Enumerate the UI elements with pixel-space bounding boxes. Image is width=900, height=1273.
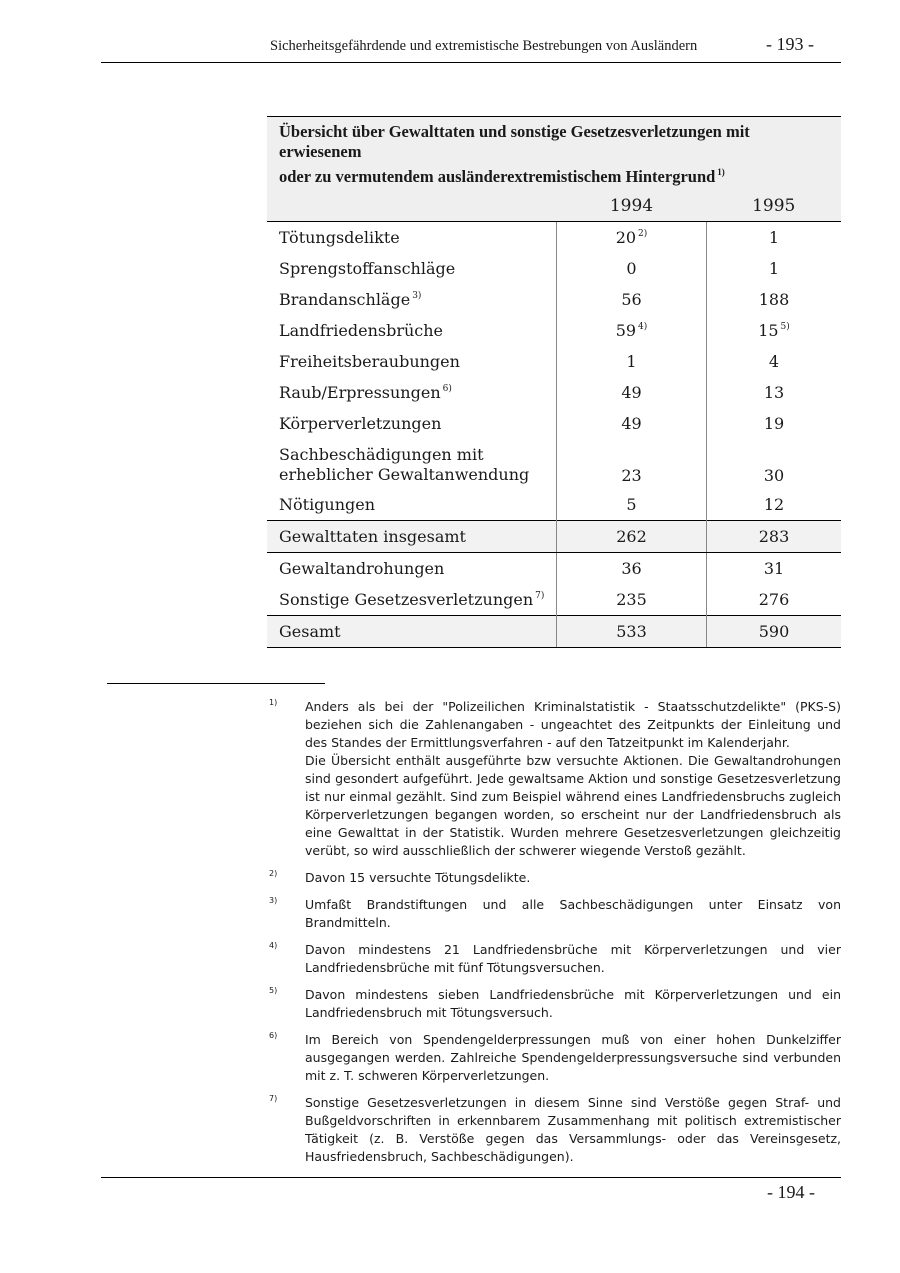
- value-1994: 49: [557, 377, 707, 408]
- footer-rule: [101, 1177, 841, 1178]
- table-row: [267, 584, 841, 616]
- footnote-text: Davon 15 versuchte Tötungsdelikte.: [305, 870, 531, 885]
- table-row: [267, 222, 841, 254]
- table-caption-row: [267, 117, 841, 192]
- footnote-text: Im Bereich von Spendengelderpressungen muß von einer hohen Dunkelziffer ausgegangen werden. Zahlreiche Spendengelderpressungsversuche sind verbunden mit z. T. schweren Körperverletzungen.: [305, 1032, 841, 1083]
- footnote-mark: 6): [269, 1031, 278, 1040]
- year-header-row: [267, 191, 841, 222]
- footnote-6: [267, 1031, 841, 1085]
- statistics-table-wrap: [267, 116, 841, 648]
- row-label: Raub/Erpressungen $^{6)}$: [267, 377, 557, 408]
- value-1995: 12: [763, 495, 785, 514]
- footnote-text: Sonstige Gesetzesverletzungen in diesem Sinne sind Verstöße gegen Straf- und Bußgeldvorschriften in erkennbarem Zusammenhang mit politisch extremistischer Tätigkeit (z. B. Verstöße gegen das Versammlungs- oder das Vereinsgesetz, Hausfriedensbruch, Sachbeschädigungen).: [305, 1095, 841, 1164]
- table-row: [267, 253, 841, 284]
- footnote-4: [267, 941, 841, 977]
- footnote-mark: 3): [269, 896, 278, 905]
- footnote-mark: 5): [269, 986, 278, 995]
- value-1994: 5: [557, 489, 707, 521]
- footnote-7: [267, 1094, 841, 1166]
- subtotal-label: Gewalttaten insgesamt: [267, 521, 557, 553]
- total-1994: 533: [557, 616, 707, 648]
- footnote-text: Davon mindestens sieben Landfriedensbrüche mit Körperverletzungen und ein Landfriedensbruch mit Tötungsversuch.: [305, 987, 841, 1020]
- table-row: [267, 284, 841, 315]
- value-1995: 13: [763, 383, 785, 402]
- total-label: Gesamt: [267, 616, 557, 648]
- row-label: Gewaltandrohungen: [267, 553, 557, 585]
- statistics-table: [267, 116, 841, 648]
- value-1995: 31: [763, 559, 785, 578]
- label-note: 6): [442, 384, 452, 394]
- caption-line2: oder zu vermutendem ausländerextremistischem Hintergrund: [279, 167, 716, 186]
- page-header: [101, 34, 841, 63]
- value-1994: 1: [557, 346, 707, 377]
- table-caption: [267, 117, 841, 192]
- row-label: Landfriedensbrüche: [267, 315, 557, 346]
- row-label: Sonstige Gesetzesverletzungen $^{7)}$: [267, 584, 557, 616]
- table-row: [267, 346, 841, 377]
- footnote-mark: 4): [269, 941, 278, 950]
- total-row: [267, 616, 841, 648]
- value-1995: 188: [758, 290, 790, 309]
- value-1994: 20 $^{2)}$: [557, 222, 707, 254]
- year-1994: 1994: [557, 191, 707, 222]
- table-row: [267, 439, 841, 489]
- value-1995: 1: [768, 228, 780, 247]
- subtotal-1994: 262: [557, 521, 707, 553]
- value-1994: 23: [557, 439, 707, 489]
- footnote-mark: 7): [269, 1094, 278, 1103]
- footer-page-number: - 194 -: [767, 1182, 815, 1202]
- subtotal-1995: 283: [707, 521, 842, 553]
- footnote-5: [267, 986, 841, 1022]
- footnote-2: [267, 869, 841, 887]
- value-1994: 49: [557, 408, 707, 439]
- value-1994: 0: [557, 253, 707, 284]
- footnote-mark: 1): [269, 698, 278, 707]
- footnote-separator: [107, 683, 325, 684]
- value-1994: 59 $^{4)}$: [557, 315, 707, 346]
- header-page-number: - 193 -: [766, 34, 814, 54]
- footnote-text-continued: Die Übersicht enthält ausgeführte bzw versuchte Aktionen. Die Gewaltandrohungen sind gesondert aufgeführt. Jede gewaltsame Aktion und sonstige Gesetzesverletzung ist nur einmal gezählt. Sind zum Beispiel während eines Landfriedensbruchs zugleich Körperverletzungen begangen worden, so erscheint nur der Landfriedensbruch als eine Gewalttat in der Statistik. Wurden mehrere Gesetzesverletzungen gleichzeitig verübt, so wird ausschließlich der schwerer wiegende Verstoß gezählt.: [305, 753, 841, 858]
- label-note: 3): [412, 291, 422, 301]
- footnote-mark: 2): [269, 869, 278, 878]
- caption-note: 1): [717, 167, 725, 177]
- value-1995: 15 $^{5)}$: [758, 321, 790, 340]
- total-1995: 590: [707, 616, 842, 648]
- row-label: Brandanschläge $^{3)}$: [267, 284, 557, 315]
- subtotal-row: [267, 521, 841, 553]
- value-1994: 56: [557, 284, 707, 315]
- value-note: 5): [780, 322, 790, 332]
- row-label: Körperverletzungen: [267, 408, 557, 439]
- footnote-text: Umfaßt Brandstiftungen und alle Sachbeschädigungen unter Einsatz von Brandmitteln.: [305, 897, 841, 930]
- value-1994: 36: [557, 553, 707, 585]
- row-label: Sachbeschädigungen mit erheblicher Gewaltanwendung: [267, 439, 557, 489]
- footnotes: [267, 698, 841, 1175]
- row-label: Sprengstoffanschläge: [267, 253, 557, 284]
- value-1995: 4: [768, 352, 780, 371]
- row-label: Nötigungen: [267, 489, 557, 521]
- value-1995: 19: [763, 414, 785, 433]
- table-row: [267, 377, 841, 408]
- year-header-blank: [267, 191, 557, 222]
- value-note: 4): [638, 322, 648, 332]
- year-1995: 1995: [707, 191, 842, 222]
- table-row: [267, 315, 841, 346]
- table-row: [267, 489, 841, 521]
- table-row: [267, 408, 841, 439]
- caption-line1: Übersicht über Gewalttaten und sonstige Gesetzesverletzungen mit erwiesenem: [279, 122, 750, 161]
- table-row: [267, 553, 841, 585]
- value-1995: 30: [763, 466, 785, 485]
- footnote-text: Anders als bei der "Polizeilichen Kriminalstatistik - Staatsschutzdelikte" (PKS-S) beziehen sich die Zahlenangaben - ungeachtet des Zeitpunkts der Einleitung und des Standes der Ermittlungsverfahren - auf den Tatzeitpunkt im Kalenderjahr.: [305, 699, 841, 750]
- row-label: Freiheitsberaubungen: [267, 346, 557, 377]
- row-label: Tötungsdelikte: [267, 222, 557, 254]
- value-note: 2): [638, 229, 648, 239]
- footnote-3: [267, 896, 841, 932]
- value-1995: 276: [758, 590, 790, 609]
- value-1994: 235: [557, 584, 707, 616]
- header-title: Sicherheitsgefährdende und extremistische Bestrebungen von Ausländern: [270, 38, 698, 54]
- label-note: 7): [535, 591, 545, 601]
- value-1995: 1: [768, 259, 780, 278]
- footnote-text: Davon mindestens 21 Landfriedensbrüche mit Körperverletzungen und vier Landfriedensbrüche mit fünf Tötungsversuchen.: [305, 942, 841, 975]
- footnote-1: [267, 698, 841, 860]
